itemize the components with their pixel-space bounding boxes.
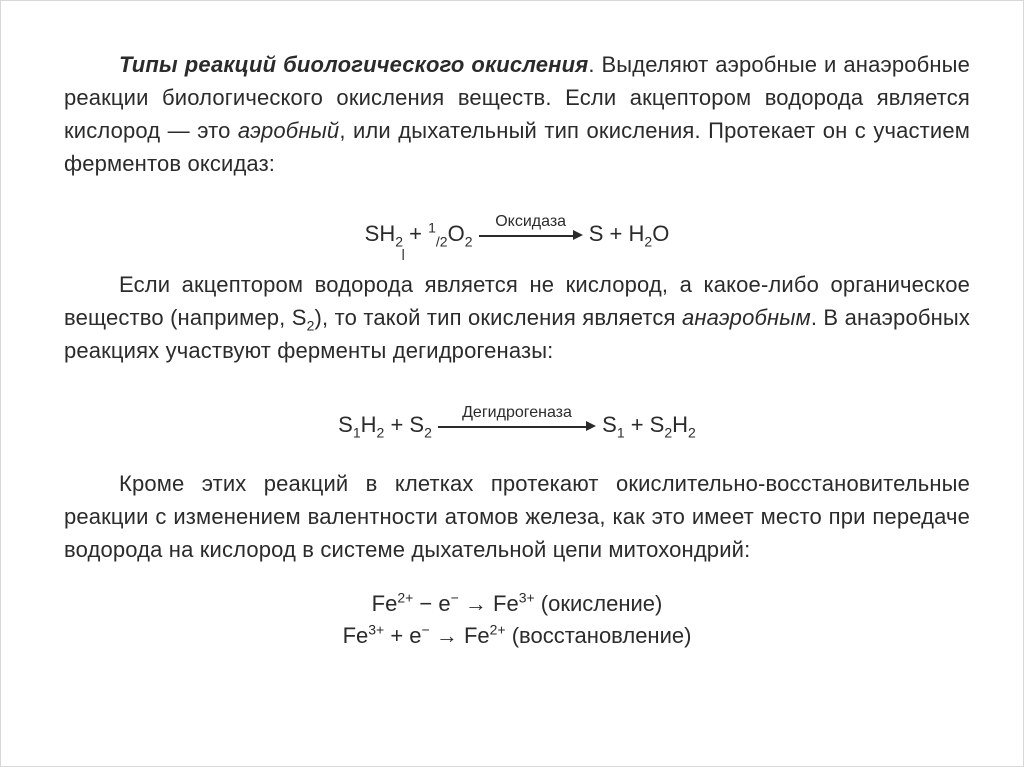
arrow-icon: → [429, 623, 464, 648]
reaction-arrow [438, 404, 596, 435]
term-anaerobic: анаэробным [681, 305, 811, 330]
reaction-arrow [479, 213, 583, 244]
equation-dehydrogenase: $S_1H_2 + S_2$ Дегидрогеназа $S_1 + S_2H_2$ [338, 404, 696, 441]
paragraph-aerobic: Типы реакций биологического окисления. Выделяют аэробные и анаэробные реакции биологического окисления веществ. Если акцептором водорода является кислород — это аэробный, или дыхательный тип окисления. Протекает он с участием ферментов оксидаз: [64, 52, 970, 176]
equation-iron-reduction: $Fe^{3+} + e^- \to Fe^{2+}$ (восстановление) [342, 621, 692, 648]
equation-oxidase: $SH_2 + ^1_{/2}O_2$ Оксидаза $S + H_2O$ I [64, 220, 970, 248]
text-cursor-icon: I [401, 247, 406, 264]
term-aerobic: аэробный [237, 118, 340, 143]
paragraph-iron: Кроме этих реакций в клетках протекают окислительно-восстановительные реакции с изменением валентности атомов железа, как это имеет место при передаче водорода на кислород в системе дыхательной цепи митохондрий: [64, 471, 970, 562]
section-title: Типы реакций биологического окисления [119, 52, 589, 77]
arrow-icon: → [458, 591, 494, 616]
paragraph-anaerobic: Если акцептором водорода является не кислород, а какое-либо органическое вещество (например, $S_2$), то такой тип окисления является анаэробным. В анаэробных реакциях участвуют ферменты дегидрогеназы: [64, 272, 970, 363]
equation-iron-oxidation: $Fe^{2+} - e^- \to Fe^{3+}$ (окисление) [371, 589, 663, 616]
enzyme-label-dehydrogenase: Дегидрогеназа [462, 404, 572, 422]
enzyme-label-oxidase: Оксидаза [495, 213, 567, 231]
document-page [64, 48, 970, 652]
